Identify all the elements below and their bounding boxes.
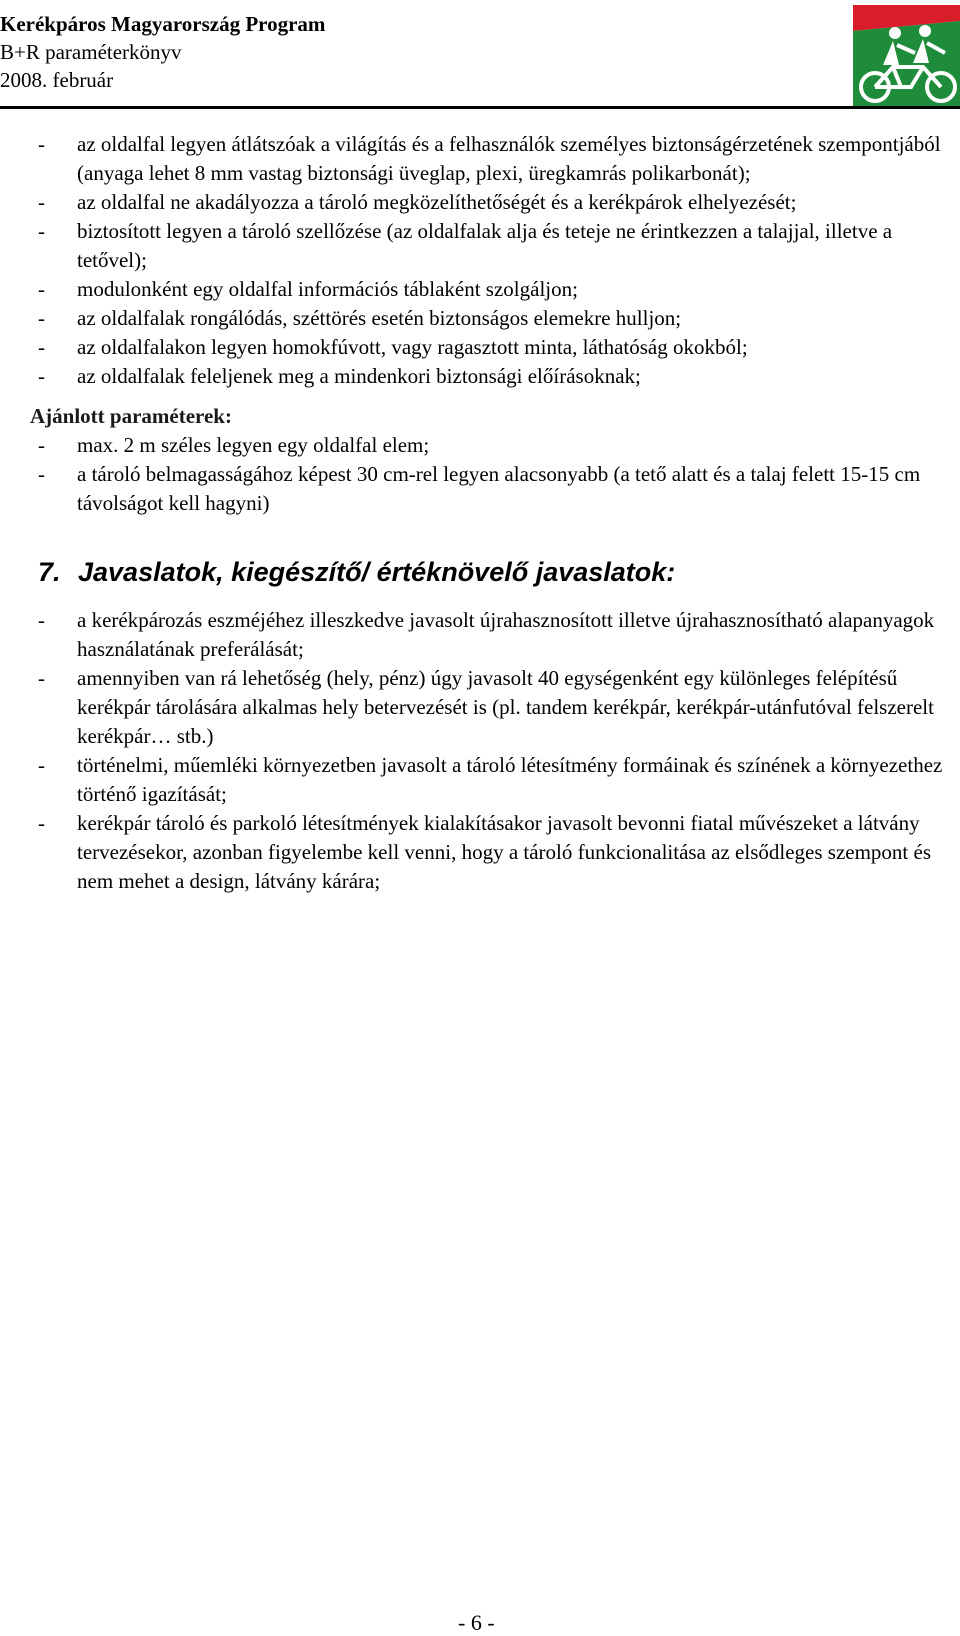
header-date: 2008. február [0, 68, 114, 92]
list-item-text: a tároló belmagasságához képest 30 cm-rel legyen alacsonyabb (a tető alatt és a talaj felett 15-15 cm távolságot kell hagyni) [77, 462, 921, 515]
page-number: - 6 - [458, 1610, 495, 1635]
list-item-text: az oldalfalak rongálódás, széttörés esetén biztonságos elemekre hulljon; [77, 306, 682, 330]
list-item [0, 217, 960, 275]
list-dash: - [38, 132, 45, 156]
list-item-text: modulonként egy oldalfal információs táblaként szolgáljon; [77, 277, 578, 301]
tandem-bicycle-logo [853, 5, 960, 106]
list-dash: - [38, 753, 45, 777]
list-item [0, 751, 960, 809]
list-item [0, 606, 960, 664]
list-item-text: a kerékpározás eszméjéhez illeszkedve javasolt újrahasznosított illetve újrahasznosítható alapanyagok használatának preferálását; [77, 608, 935, 661]
list-dash: - [38, 277, 45, 301]
list-dash: - [38, 608, 45, 632]
list-item-text: az oldalfalak feleljenek meg a mindenkori biztonsági előírásoknak; [77, 364, 641, 388]
header-subtitle: B+R paraméterkönyv [0, 40, 182, 64]
list-dash: - [38, 433, 45, 457]
page-body [0, 130, 960, 896]
list-dash: - [38, 335, 45, 359]
section-number: 7. [38, 557, 61, 587]
list-item [0, 460, 960, 518]
list-item [0, 809, 960, 896]
bullet-list-suggestions [0, 606, 960, 896]
list-item-text: történelmi, műemléki környezetben javasolt a tároló létesítmény formáinak és színének a környezethez történő igazítását; [77, 753, 943, 806]
list-dash: - [38, 219, 45, 243]
list-item [0, 275, 960, 304]
list-item [0, 362, 960, 391]
section-spacer [0, 518, 960, 554]
header-title: Kerékpáros Magyarország Program [0, 12, 326, 36]
list-item-text: az oldalfal legyen átlátszóak a világítás és a felhasználók személyes biztonságérzetének szempontjából (anyaga lehet 8 mm vastag biztonsági üveglap, plexi, üregkamrás polikarbonát); [77, 132, 941, 185]
list-item [0, 304, 960, 333]
list-item-text: max. 2 m széles legyen egy oldalfal elem; [77, 433, 430, 457]
list-item [0, 664, 960, 751]
list-item [0, 188, 960, 217]
section-title: Javaslatok, kiegészítő/ értéknövelő javaslatok: [78, 557, 676, 587]
header-divider [0, 106, 960, 109]
list-dash: - [38, 364, 45, 388]
list-dash: - [38, 811, 45, 835]
recommended-parameters-heading: Ajánlott paraméterek: [30, 404, 232, 428]
list-item-text: az oldalfal ne akadályozza a tároló megközelíthetőségét és a kerékpárok elhelyezését; [77, 190, 797, 214]
list-item-text: amennyiben van rá lehetőség (hely, pénz) úgy javasolt 40 egységenként egy különleges felépítésű kerékpár tárolására alkalmas hely betervezését is (pl. tandem kerékpár, kerékpár-utánfutóval felszerelt kerékpár… stb.) [77, 666, 934, 748]
list-dash: - [38, 190, 45, 214]
section-heading [0, 554, 960, 590]
list-item [0, 431, 960, 460]
bullet-list-recommended [0, 431, 960, 518]
list-dash: - [38, 666, 45, 690]
list-item-text: kerékpár tároló és parkoló létesítmények kialakításakor javasolt bevonni fiatal művészeket a látvány tervezésekor, azonban figyelembe kell venni, hogy a tároló funkcionalitása az elsődleges szempont és nem mehet a design, látvány kárára; [77, 811, 932, 893]
list-item [0, 130, 960, 188]
header-text-block [0, 10, 325, 94]
list-item [0, 333, 960, 362]
page-header [0, 0, 960, 112]
bullet-list-sidewall [0, 130, 960, 391]
list-dash: - [38, 306, 45, 330]
list-dash: - [38, 462, 45, 486]
list-item-text: az oldalfalakon legyen homokfúvott, vagy ragasztott minta, láthatóság okokból; [77, 335, 748, 359]
list-item-text: biztosított legyen a tároló szellőzése (az oldalfalak alja és teteje ne érintkezzen a talajjal, illetve a tetővel); [77, 219, 893, 272]
